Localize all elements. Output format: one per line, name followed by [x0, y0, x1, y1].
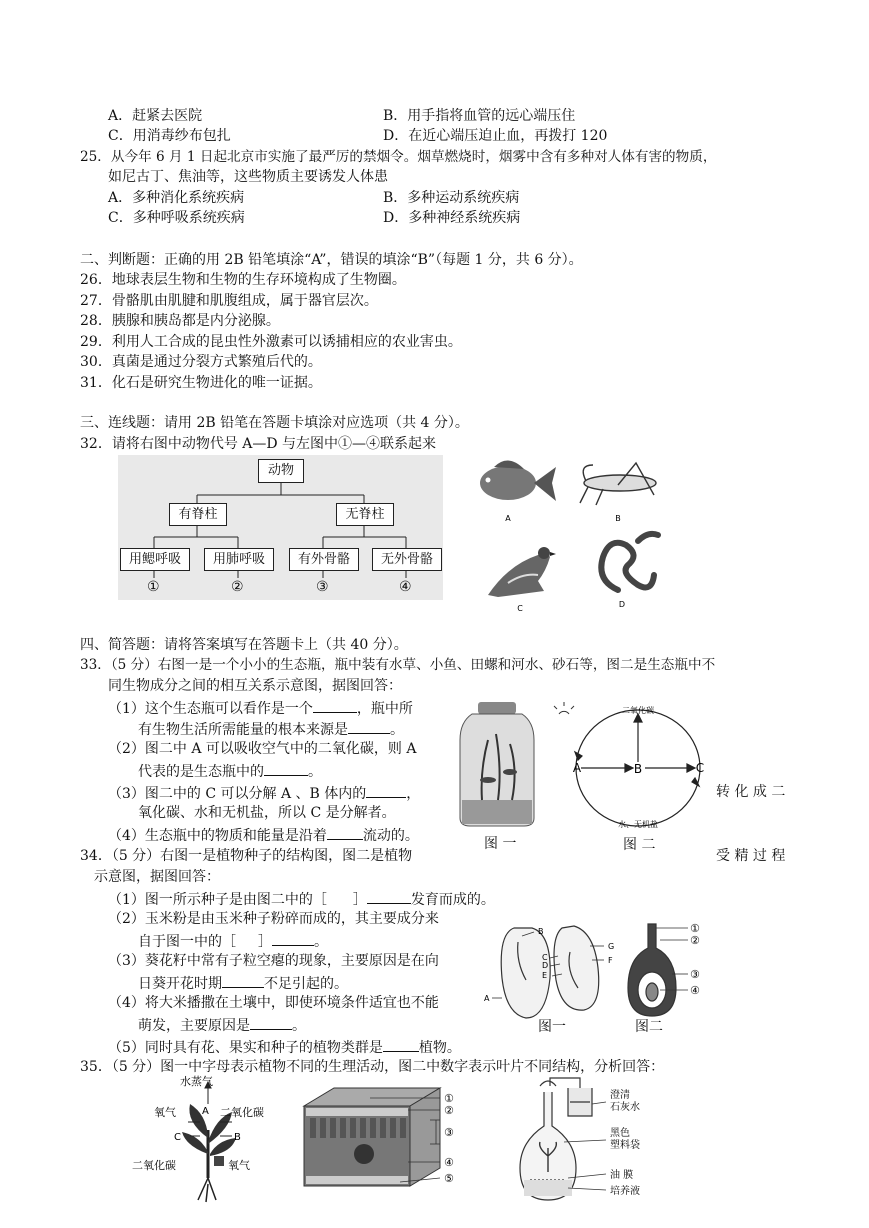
q24-option-a: A．赶紧去医院: [108, 108, 203, 124]
tube-icon: [550, 1078, 592, 1116]
animal-label-d: D: [618, 600, 626, 609]
q34-sub5-line: [108, 1037, 461, 1057]
q30: 30．真菌是通过分裂方式繁殖后代的。: [80, 354, 322, 370]
seed-label-g: G: [608, 942, 615, 951]
seed-label-a: A: [484, 994, 490, 1003]
diagram-node-b: B: [633, 762, 643, 776]
q34-sub3-text-c: 不足引起的。: [264, 976, 348, 992]
jar-bag-label-1: 黑色: [610, 1128, 630, 1139]
classification-tree: [118, 455, 443, 600]
q33-sub3-text-b: ，: [406, 786, 421, 802]
seed-label-c: C: [542, 953, 548, 962]
tree-gill-breathing: 用鳃呼吸: [120, 548, 190, 571]
q34-sub3-text-b: 日葵开花时期: [138, 976, 222, 992]
tree-num-1: ①: [147, 579, 160, 595]
q34-sub5-text-a: （5）同时具有花、果实和种子的植物类群是: [108, 1040, 383, 1056]
jar-experiment-drawing: [510, 1076, 690, 1206]
tree-num-3: ③: [316, 579, 329, 595]
q34-blank-3[interactable]: [222, 973, 264, 988]
animal-drawings: [468, 445, 668, 615]
animal-label-a: A: [505, 514, 511, 523]
fish-icon: [480, 460, 556, 501]
q25-option-a: A．多种消化系统疾病: [108, 190, 245, 206]
q34-sub2-text-b: 自于图一中的［: [138, 934, 236, 950]
q33-sub4-text-a: （4）生态瓶中的物质和能量是沿着: [108, 828, 327, 844]
q33-sub1-line1: [108, 698, 413, 718]
flower-label-4: ④: [690, 984, 700, 997]
q33-blank-3[interactable]: [264, 761, 308, 776]
q33-figure2-relation-diagram: [545, 700, 715, 835]
q33-blank-2[interactable]: [348, 719, 390, 734]
q34-seed-flower-drawing: [480, 918, 720, 1038]
animal-label-c: C: [517, 604, 523, 613]
q33-stem-line1: 33．（5 分）右图一是一个小小的生态瓶，瓶中装有水草、小鱼、田螺和河水、砂石等，图二是生态瓶中不: [80, 657, 716, 673]
q35-figure3-jar-experiment: [510, 1076, 690, 1206]
q33-sub1-line2: [138, 719, 404, 739]
q34-blank-2[interactable]: [272, 931, 314, 946]
flower-label-1: ①: [690, 922, 700, 935]
q34-sub1-line: [108, 889, 495, 909]
q25-stem-line2: 如尼古丁、焦油等，这些物质主要诱发人体患: [108, 169, 388, 185]
jar-culture-label: 培养液: [610, 1186, 640, 1197]
q33-figure1-eco-bottle: [452, 700, 542, 830]
q33-sub3-text-a: （3）图二中的 C 可以分解 A 、B 体内的: [108, 786, 367, 802]
flower-label-2: ②: [690, 934, 700, 947]
q34-sub4-text-b: 萌发，主要原因是: [138, 1018, 250, 1034]
leaf-label-4: ④: [444, 1156, 454, 1169]
bean-seed-icon: [554, 926, 599, 1010]
pigeon-icon: [488, 547, 556, 597]
animal-pictures: [468, 445, 668, 615]
jar-lime-label-1: 澄清: [610, 1090, 630, 1101]
q26: 26．地球表层生物和生物的生存环境构成了生物圈。: [80, 272, 406, 288]
seed-label-f: F: [608, 956, 613, 965]
seed-label-d: D: [542, 961, 549, 970]
leech-icon: [601, 534, 658, 590]
tree-no-exoskeleton: 无外骨骼: [372, 548, 442, 571]
jar-bag-label-2: 塑料袋: [610, 1140, 640, 1151]
q33-sub1-text-a: （1）这个生态瓶可以看作是一个: [108, 701, 313, 717]
q24-option-b: B．用手指将血管的远心端压住: [383, 108, 576, 124]
leaf-label-1: ①: [444, 1092, 454, 1105]
diagram-water-salt-label: 水、无机盐: [618, 820, 658, 829]
q33-sub2-text-b: 代表的是生态瓶中的: [138, 764, 264, 780]
flower-label-3: ③: [690, 968, 700, 981]
q34-sub2-line1: （2）玉米粉是由玉米种子粉碎而成的，其主要成分来: [108, 911, 439, 927]
q33-sub3-line1: [108, 783, 420, 803]
tree-num-2: ②: [231, 579, 244, 595]
diagram-co2-label: 二氧化碳: [622, 706, 654, 715]
q33-stem-line2: 同生物成分之间的相互关系示意图，据图回答：: [108, 678, 402, 694]
plant-co2-left-label: 二氧化碳: [132, 1159, 176, 1172]
section4-title: 四、简答题：请将答案填写在答题卡上（共 40 分）。: [80, 637, 408, 653]
sun-icon: [554, 702, 574, 714]
leaf-label-3: ③: [444, 1126, 454, 1139]
q33-sub3-line2: 氧化碳、水和无机盐，所以 C 是分解者。: [138, 805, 396, 821]
animal-label-b: B: [615, 514, 621, 523]
q34-figure2-caption: 图二: [635, 1019, 663, 1035]
jar-oil-label: 油 膜: [610, 1170, 634, 1181]
tree-lung-breathing: 用肺呼吸: [204, 548, 274, 571]
plant-oxygen-right-label: 氧气: [228, 1159, 250, 1172]
q33-figure1-caption: 图 一: [484, 836, 517, 852]
q31: 31．化石是研究生物进化的唯一证据。: [80, 375, 322, 391]
tree-vertebrate: 有脊柱: [169, 503, 227, 526]
q25-stem-line1: 25．从今年 6 月 1 日起北京市实施了最严厉的禁烟令。烟草燃烧时，烟雾中含有多种对人体有害的物质，: [80, 149, 717, 165]
section3-title: 三、连线题：请用 2B 铅笔在答题卡填涂对应选项（共 4 分）。: [80, 415, 469, 431]
plant-label-a: A: [202, 1106, 209, 1117]
q34-sub1-text-a: （1）图一所示种子是由图二中的［: [108, 892, 327, 908]
section2-title: 二、判断题：正确的用 2B 铅笔填涂“A”，错误的填涂“B”（每题 1 分，共 6 分）。: [80, 252, 583, 268]
seed-label-b: B: [538, 927, 544, 936]
q35-figure1-plant: [128, 1074, 278, 1204]
q25-option-c: C．多种呼吸系统疾病: [108, 210, 245, 226]
q24-option-d: D．在近心端压迫止血，再拨打 120: [383, 128, 608, 144]
q33-sub2-line2: [138, 761, 322, 781]
q34-sub5-text-b: 植物。: [418, 1040, 461, 1056]
q34-sub1-text-c: 发育而成的。: [410, 892, 495, 908]
grasshopper-icon: [580, 463, 656, 505]
q34-figure1-caption: 图一: [538, 1019, 566, 1035]
q34-stem-line2: 示意图，据图回答：: [94, 869, 220, 885]
q33-blank-1[interactable]: [313, 698, 357, 713]
q33-sub2-text-c: 。: [308, 764, 322, 780]
q33-sub3-continuation: 转 化 成 二: [716, 784, 786, 800]
q34-sub4-line1: （4）将大米播撒在土壤中，即使环境条件适宜也不能: [108, 995, 439, 1011]
diagram-node-c: C: [695, 761, 705, 775]
ovary-icon: [628, 924, 676, 1016]
plant-label-c: C: [174, 1132, 181, 1143]
q34-blank-1[interactable]: [367, 889, 411, 904]
q34-stem-line1-cont: 受 精 过 程: [716, 848, 786, 864]
leaf-section-drawing: [300, 1084, 470, 1199]
q34-sub2-text-c: ］: [258, 934, 272, 950]
tree-num-4: ④: [399, 579, 412, 595]
leaf-cross-section-icon: [304, 1088, 440, 1186]
q33-sub1-text-b: ，瓶中所: [356, 701, 413, 717]
q28: 28．胰腺和胰岛都是内分泌腺。: [80, 313, 280, 329]
plant-drawing: [128, 1074, 278, 1204]
tree-invertebrate: 无脊柱: [336, 503, 394, 526]
q34-sub2-line2: [138, 931, 328, 951]
q35-stem: 35．（5 分）图一中字母表示植物不同的生理活动，图二中数字表示叶片不同结构，分析回答：: [80, 1059, 665, 1075]
plant-water-vapor-label: 水蒸气: [180, 1075, 213, 1088]
eco-bottle-drawing: [452, 700, 542, 830]
q34-sub4-line2: [138, 1015, 306, 1035]
q34-sub3-line1: （3）葵花籽中常有子粒空瘪的现象，主要原因是在向: [108, 953, 439, 969]
q34-figures: [480, 918, 720, 1038]
diagram-node-a: A: [572, 761, 582, 775]
q33-blank-4[interactable]: [366, 783, 406, 798]
q33-sub1-text-d: 。: [390, 722, 404, 738]
q33-sub2-line1: （2）图二中 A 可以吸收空气中的二氧化碳，则 A: [108, 741, 417, 757]
jar-lime-label-2: 石灰水: [610, 1102, 640, 1113]
plant-oxygen-left-label: 氧气: [154, 1106, 176, 1119]
q32-stem: 32．请将右图中动物代号 A—D 与左图中①—④联系起来: [80, 436, 437, 452]
q33-sub4-text-b: 流动的。: [362, 828, 419, 844]
q34-sub3-line2: [138, 973, 348, 993]
q33-sub4-line: [108, 825, 419, 845]
q35-figure2-leaf-section: [300, 1084, 470, 1199]
tree-exoskeleton: 有外骨骼: [289, 548, 359, 571]
q34-stem-line1: 34．（5 分）右图一是植物种子的结构图，图二是植物: [80, 848, 413, 864]
q25-option-b: B．多种运动系统疾病: [383, 190, 520, 206]
plant-label-b: B: [234, 1132, 241, 1143]
leaf-label-5: ⑤: [444, 1172, 454, 1185]
q34-blank-5[interactable]: [383, 1037, 419, 1052]
q29: 29．利用人工合成的昆虫性外激素可以诱捕相应的农业害虫。: [80, 334, 462, 350]
q34-blank-4[interactable]: [250, 1015, 292, 1030]
q27: 27．骨骼肌由肌腱和肌腹组成，属于器官层次。: [80, 293, 378, 309]
q33-sub1-text-c: 有生物生活所需能量的根本来源是: [138, 722, 348, 738]
q33-figure2-caption: 图 二: [623, 837, 656, 853]
leaf-label-2: ②: [444, 1104, 454, 1117]
q34-sub4-text-c: 。: [292, 1018, 306, 1034]
q34-sub1-text-b: ］: [352, 892, 367, 908]
q24-option-c: C．用消毒纱布包扎: [108, 128, 231, 144]
q33-blank-5[interactable]: [327, 825, 363, 840]
relation-diagram-drawing: [545, 700, 715, 835]
q34-sub2-text-d: 。: [314, 934, 328, 950]
plant-co2-right-label: 二氧化碳: [220, 1106, 264, 1119]
tree-root-animal: 动物: [258, 459, 304, 483]
seed-label-e: E: [542, 971, 548, 980]
q25-option-d: D．多种神经系统疾病: [383, 210, 521, 226]
